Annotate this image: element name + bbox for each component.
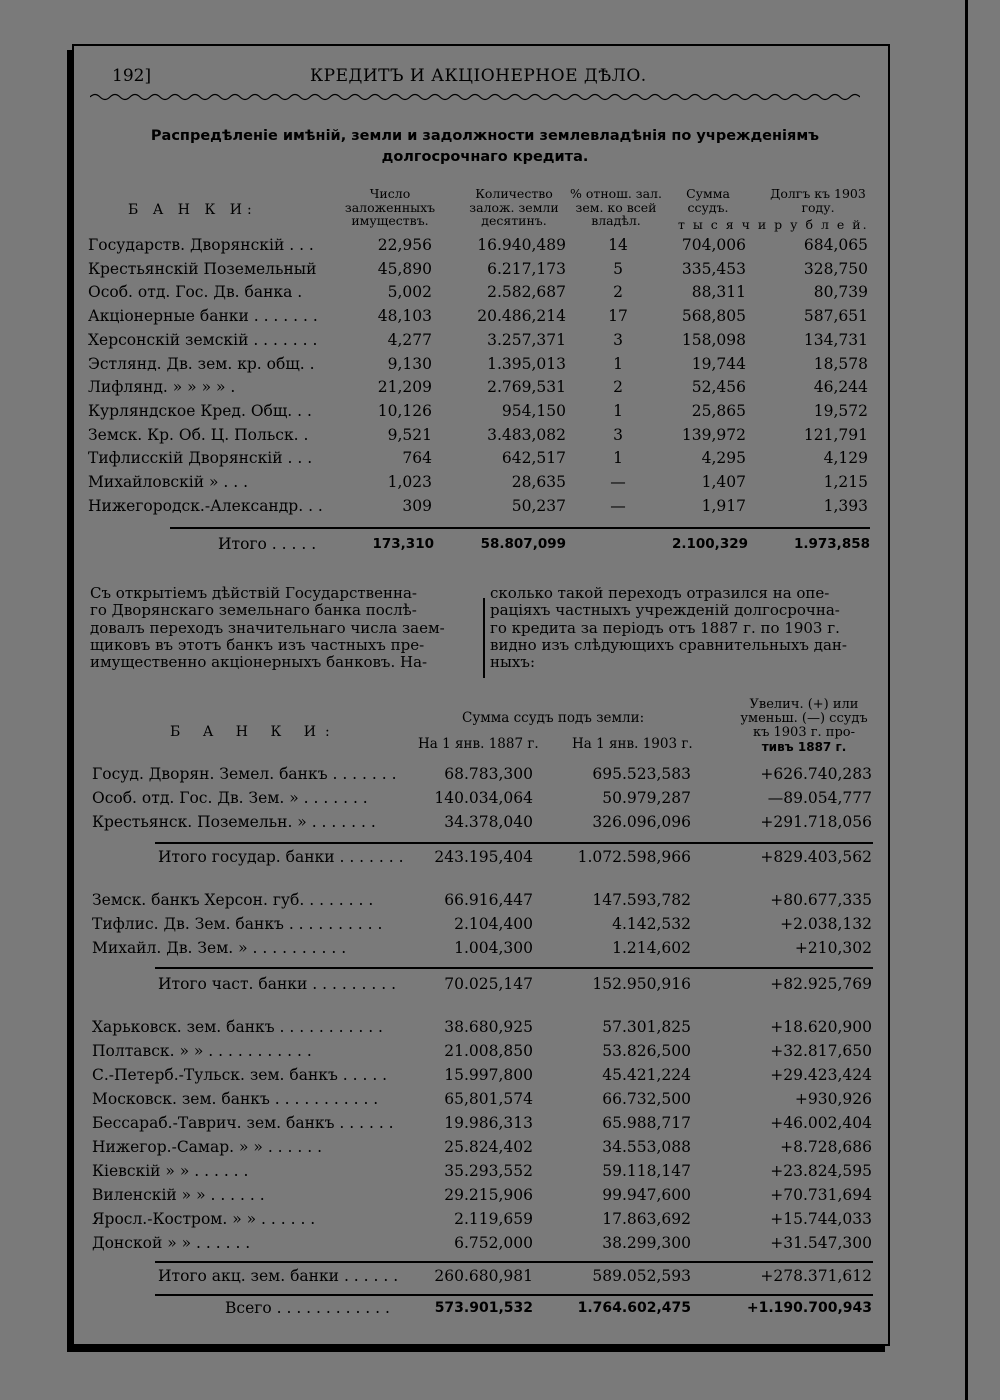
table1-row-name: Михайловскій » . . . — [88, 473, 249, 491]
table2-row-name: Итого государ. банки . . . . . . . — [158, 848, 404, 866]
table2-row-1903: 66.732,500 — [602, 1090, 691, 1108]
change-header-line: тивъ 1887 г. — [761, 740, 847, 754]
para-left-line: имущественно акціонерныхъ банковъ. На- — [90, 653, 428, 672]
table2-row-change: +82.925,769 — [770, 975, 872, 993]
paragraph-column-divider — [483, 598, 485, 678]
table1-row-debt: 18,578 — [813, 354, 868, 373]
table1-row-count: 9,130 — [387, 354, 432, 373]
table2-row-name: С.-Петерб.-Тульск. зем. банкъ . . . . . — [92, 1066, 388, 1084]
table2-row-1903: 152.950,916 — [592, 975, 691, 993]
table1-row-debt: 4,129 — [823, 449, 868, 468]
table2-row-change: +18.620,900 — [770, 1018, 872, 1036]
table1-row-name: Херсонскій земскій . . . . . . . — [88, 330, 318, 349]
table1-total-debt: 1.973,858 — [793, 536, 870, 552]
table2-row-1887: 66.916,447 — [444, 891, 533, 909]
table1-total-label: Итого . . . . . — [218, 535, 317, 553]
para-right-line: го кредита за періодъ отъ 1887 г. по 1903 г. — [490, 618, 840, 637]
table1-row-land: 20.486,214 — [477, 307, 566, 326]
paragraph-left — [90, 585, 478, 671]
running-title: КРЕДИТЪ И АКЦІОНЕРНОЕ ДѢЛО. — [310, 66, 647, 86]
table2-header-banks: Б А Н К И: — [170, 724, 339, 740]
table2-row-name: Крестьянск. Поземельн. » . . . . . . . — [92, 813, 376, 831]
table1-header-units: т ы с я ч и р у б л е й. — [678, 217, 869, 232]
table1-row-land: 1.395,013 — [487, 354, 566, 373]
table1-total-land: 58.807,099 — [480, 536, 566, 552]
table2-row-1887: 65,801,574 — [444, 1090, 533, 1108]
table2-row-1887: 21.008,850 — [444, 1042, 533, 1060]
table1-row-count: 5,002 — [387, 283, 432, 302]
table2-row-change: +32.817,650 — [770, 1042, 872, 1060]
table2-row-1903: 695.523,583 — [592, 765, 691, 783]
table2-row-change: +29.423,424 — [770, 1066, 872, 1084]
table1-row-loans: 335,453 — [681, 259, 746, 278]
table2-row-1887: 15.997,800 — [444, 1066, 533, 1084]
table2-row-name: Яросл.-Костром. » » . . . . . . — [92, 1210, 316, 1228]
table2-row-1887: 38.680,925 — [444, 1018, 533, 1036]
table1-row-loans: 1,917 — [701, 496, 746, 515]
table1-row-pct: 2 — [613, 378, 623, 397]
table2-subtotal-rule — [155, 1261, 873, 1263]
table2-row-change: +8.728,686 — [780, 1138, 872, 1156]
para-right-line: сколько такой переходъ отразился на опе- — [490, 584, 830, 602]
table2-row-1887: 140.034,064 — [434, 789, 533, 807]
table2-row-1903: 59.118,147 — [602, 1162, 691, 1180]
table2-row-name: Харьковск. зем. банкъ . . . . . . . . . . . — [92, 1018, 383, 1036]
table1-header-banks: Б А Н К И: — [128, 202, 257, 218]
table1-row-debt: 134,731 — [803, 330, 868, 349]
table2-row-1903: 99.947,600 — [602, 1186, 691, 1204]
table1-row-pct: 5 — [613, 259, 623, 278]
para-right-line: видно изъ слѣдующихъ сравнительныхъ дан- — [490, 635, 847, 654]
table1-row-land: 3.483,082 — [487, 425, 566, 444]
table2-row-name: Виленскій » » . . . . . . — [92, 1186, 265, 1204]
table1-header-debt: Долгъ къ 1903 году. — [770, 186, 866, 215]
table1-row-loans: 4,295 — [701, 449, 746, 468]
table2-row-1887: 6.752,000 — [454, 1234, 533, 1252]
table2-header-1887: На 1 янв. 1887 г. — [418, 736, 539, 752]
table1-row-land: 28,635 — [511, 473, 566, 491]
table1-header-pct: % отнош. зал. зем. ко всей владѣл. — [570, 186, 662, 228]
table2-row-name: Итого акц. зем. банки . . . . . . — [158, 1267, 399, 1285]
table2-row-1903: 57.301,825 — [602, 1018, 691, 1036]
table2-row-change: +930,926 — [794, 1090, 872, 1108]
table1-row-debt: 46,244 — [813, 378, 868, 397]
table1-row-count: 9,521 — [387, 425, 432, 444]
table1-row-name: Нижегородск.-Александр. . . — [88, 496, 323, 515]
table1-row-pct: 1 — [613, 401, 623, 420]
table2-row-name: Нижегор.-Самар. » » . . . . . . — [92, 1138, 323, 1156]
table2-row-change: +291.718,056 — [760, 813, 872, 831]
wavy-rule — [90, 92, 860, 102]
change-header-line: уменьш. (—) ссудъ — [740, 711, 868, 726]
table1-row-debt: 1,215 — [823, 473, 868, 491]
table2-row-1887: 2.104,400 — [454, 915, 533, 933]
table2-row-1903: 34.553,088 — [602, 1138, 691, 1156]
table1-row-name: Тифлисскій Дворянскій . . . — [88, 449, 313, 468]
table2-row-1887: 2.119,659 — [454, 1210, 533, 1228]
page-number: 192] — [112, 66, 152, 86]
table1-row-name: Курляндское Кред. Общ. . . — [88, 401, 312, 420]
table2-row-name: Полтавск. » » . . . . . . . . . . . — [92, 1042, 312, 1060]
table1-row-name: Акціонерные банки . . . . . . . — [88, 307, 318, 326]
table1-row-debt: 328,750 — [803, 259, 868, 278]
table2-row-1903: 53.826,500 — [602, 1042, 691, 1060]
table1-row-debt: 80,739 — [813, 283, 868, 302]
table1-row-land: 2.769,531 — [487, 378, 566, 397]
table1-row-loans: 1,407 — [701, 473, 746, 491]
table2-row-name: Московск. зем. банкъ . . . . . . . . . . . — [92, 1090, 379, 1108]
table1-row-land: 642,517 — [501, 449, 566, 468]
table1-row-pct: 1 — [613, 449, 623, 468]
table1-row-pct: 1 — [613, 354, 623, 373]
table1-row-debt: 587,651 — [803, 307, 868, 326]
table1-row-name: Лифлянд. » » » » . — [88, 378, 236, 397]
table1-row-land: 2.582,687 — [487, 283, 566, 302]
table1-title: Распредѣленіе имѣній, земли и задолжности землевладѣнія по учрежденіямъ долгосрочнаго кредита. — [150, 128, 820, 165]
scan-edge-line — [965, 0, 968, 1400]
table1-row-name: Крестьянскій Поземельный — [88, 259, 317, 278]
table2-header-change — [724, 698, 884, 754]
table1-row-name: Государств. Дворянскій . . . — [88, 236, 314, 254]
table2-row-change: +46.002,404 — [770, 1114, 872, 1132]
table1-row-pct: 3 — [613, 330, 623, 349]
table1-row-loans: 158,098 — [681, 330, 746, 349]
table2-row-change: +210,302 — [794, 939, 872, 957]
para-left-line: щиковъ въ этотъ банкъ изъ частныхъ пре- — [90, 635, 425, 654]
table1-row-count: 45,890 — [377, 259, 432, 278]
table2-row-1903: 326.096,096 — [592, 813, 691, 831]
table1-row-loans: 704,006 — [681, 236, 746, 254]
table2-row-1903: 1.214,602 — [612, 939, 691, 957]
table2-row-change: +23.824,595 — [770, 1162, 872, 1180]
table1-row-land: 954,150 — [501, 401, 566, 420]
table2-row-1887: 70.025,147 — [444, 975, 533, 993]
table1-header-count: Число заложенныхъ имуществъ. — [344, 186, 436, 228]
para-left-line: Съ открытіемъ дѣйствій Государственна- — [90, 584, 417, 602]
table1-row-count: 309 — [402, 496, 432, 515]
change-header-line: къ 1903 г. про- — [752, 725, 856, 740]
table1-row-debt: 1,393 — [823, 496, 868, 515]
table1-row-count: 4,277 — [387, 330, 432, 349]
table2-header-sum: Сумма ссудъ подъ земли: — [462, 710, 645, 726]
table2-row-1887: 25.824,402 — [444, 1138, 533, 1156]
para-right-line: раціяхъ частныхъ учрежденій долгосрочна- — [490, 601, 840, 620]
table1-row-name: Эстлянд. Дв. зем. кр. общ. . — [88, 354, 315, 373]
table1-row-count: 48,103 — [377, 307, 432, 326]
table1-row-pct: — — [610, 496, 626, 515]
table2-row-1887: 34.378,040 — [444, 813, 533, 831]
table1-row-name: Особ. отд. Гос. Дв. банка . — [88, 283, 303, 302]
table1-row-name: Земск. Кр. Об. Ц. Польск. . — [88, 425, 309, 444]
table2-row-change: +15.744,033 — [770, 1210, 872, 1228]
table1-row-debt: 121,791 — [803, 425, 868, 444]
table2-row-1887: 29.215,906 — [444, 1186, 533, 1204]
table2-header-1903: На 1 янв. 1903 г. — [572, 736, 693, 752]
table2-row-name: Тифлис. Дв. Зем. банкъ . . . . . . . . . . — [92, 915, 383, 933]
table2-grand-total-rule — [155, 1294, 873, 1296]
table1-row-loans: 139,972 — [681, 425, 746, 444]
table1-row-count: 22,956 — [377, 236, 432, 254]
para-left-line: го Дворянскаго земельнаго банка послѣ- — [90, 601, 417, 620]
table1-row-pct: 2 — [613, 283, 623, 302]
table1-row-pct: 3 — [613, 425, 623, 444]
table2-row-1903: 4.142,532 — [612, 915, 691, 933]
table2-row-name: Итого част. банки . . . . . . . . . — [158, 975, 397, 993]
table2-row-1903: 589.052,593 — [592, 1267, 691, 1285]
table1-row-debt: 684,065 — [803, 236, 868, 254]
table1-row-count: 21,209 — [377, 378, 432, 397]
table2-row-name: Бессараб.-Таврич. зем. банкъ . . . . . . — [92, 1114, 394, 1132]
table1-row-pct: 17 — [608, 307, 628, 326]
change-header-line: Увелич. (+) или — [749, 697, 859, 712]
table1-row-land: 6.217,173 — [487, 259, 566, 278]
paragraph-right — [490, 585, 872, 671]
table2-row-change: +278.371,612 — [760, 1267, 872, 1285]
table2-row-change: +829.403,562 — [760, 848, 872, 866]
table2-row-change: +70.731,694 — [770, 1186, 872, 1204]
table2-row-1903: 1.764.602,475 — [577, 1300, 691, 1316]
table2-subtotal-rule — [155, 842, 873, 844]
table2-row-change: +31.547,300 — [770, 1234, 872, 1252]
table2-row-name: Особ. отд. Гос. Дв. Зем. » . . . . . . . — [92, 789, 368, 807]
table2-row-name: Госуд. Дворян. Земел. банкъ . . . . . . . — [92, 765, 397, 783]
table1-row-loans: 19,744 — [691, 354, 746, 373]
para-right-line: ныхъ: — [490, 653, 535, 672]
table1-row-pct: — — [610, 473, 626, 491]
table1-row-loans: 568,805 — [681, 307, 746, 326]
para-left-line: довалъ переходъ значительнаго числа заем- — [90, 618, 445, 637]
table2-row-change: +1.190.700,943 — [746, 1300, 872, 1316]
table2-row-name: Всего . . . . . . . . . . . . — [225, 1299, 390, 1317]
table2-row-1887: 573.901,532 — [434, 1300, 533, 1316]
table2-row-1903: 45.421,224 — [602, 1066, 691, 1084]
table2-row-1887: 243.195,404 — [434, 848, 533, 866]
table2-row-1887: 68.783,300 — [444, 765, 533, 783]
table2-row-name: Донской » » . . . . . . — [92, 1234, 251, 1252]
table2-row-change: +80.677,335 — [770, 891, 872, 909]
table1-row-land: 3.257,371 — [487, 330, 566, 349]
table1-row-count: 10,126 — [377, 401, 432, 420]
table2-row-1903: 17.863,692 — [602, 1210, 691, 1228]
table1-row-loans: 88,311 — [691, 283, 746, 302]
table2-row-1903: 50.979,287 — [602, 789, 691, 807]
table2-row-1887: 35.293,552 — [444, 1162, 533, 1180]
table1-header-loans: Сумма ссудъ. — [686, 186, 730, 215]
table2-row-1903: 1.072.598,966 — [577, 848, 691, 866]
table2-row-change: —89.054,777 — [767, 789, 872, 807]
table2-row-name: Михайл. Дв. Зем. » . . . . . . . . . . — [92, 939, 347, 957]
table1-row-land: 16.940,489 — [477, 236, 566, 254]
table1-row-debt: 19,572 — [813, 401, 868, 420]
table2-row-1903: 38.299,300 — [602, 1234, 691, 1252]
table2-row-1887: 1.004,300 — [454, 939, 533, 957]
table1-row-count: 764 — [402, 449, 432, 468]
table1-total-loans: 2.100,329 — [671, 536, 748, 552]
table2-row-name: Земск. банкъ Херсон. губ. . . . . . . . — [92, 891, 374, 909]
table2-row-1887: 260.680,981 — [434, 1267, 533, 1285]
table2-row-change: +626.740,283 — [760, 765, 872, 783]
table2-row-1903: 147.593,782 — [592, 891, 691, 909]
table2-subtotal-rule — [155, 967, 873, 969]
table1-row-loans: 25,865 — [691, 401, 746, 420]
table1-row-land: 50,237 — [511, 496, 566, 515]
table1-header-land: Количество залож. земли десятинъ. — [469, 186, 559, 228]
table2-row-change: +2.038,132 — [780, 915, 872, 933]
table1-row-count: 1,023 — [387, 473, 432, 491]
table1-total-rule — [170, 527, 870, 529]
table1-row-loans: 52,456 — [691, 378, 746, 397]
table1-row-pct: 14 — [608, 236, 628, 254]
table1-total-count: 173,310 — [372, 536, 434, 552]
table2-row-1903: 65.988,717 — [602, 1114, 691, 1132]
table2-row-1887: 19.986,313 — [444, 1114, 533, 1132]
table2-row-name: Кіевскій » » . . . . . . — [92, 1162, 249, 1180]
